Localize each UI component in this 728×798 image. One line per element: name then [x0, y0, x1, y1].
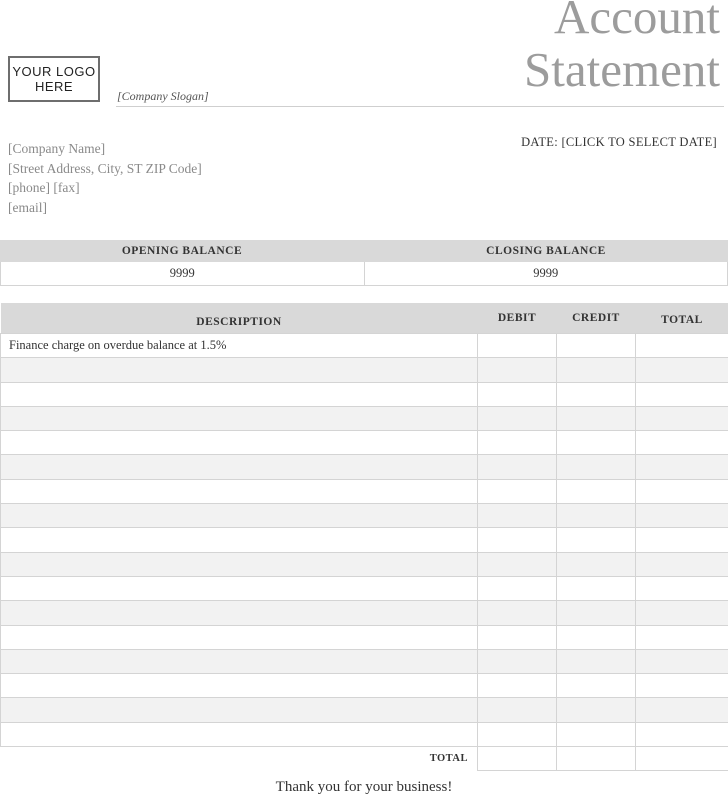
credit-cell[interactable] [557, 504, 636, 528]
credit-cell[interactable] [557, 479, 636, 503]
table-row [1, 358, 728, 382]
table-row [1, 479, 728, 503]
credit-cell[interactable] [557, 431, 636, 455]
total-cell[interactable] [636, 334, 728, 358]
table-row [1, 455, 728, 479]
description-cell[interactable] [1, 722, 478, 746]
credit-cell[interactable] [557, 455, 636, 479]
credit-cell[interactable] [557, 649, 636, 673]
description-cell[interactable] [1, 649, 478, 673]
description-cell[interactable]: Finance charge on overdue balance at 1.5% [1, 334, 478, 358]
opening-balance-label: OPENING BALANCE [121, 245, 243, 257]
credit-cell[interactable] [557, 576, 636, 600]
closing-balance-label: CLOSING BALANCE [486, 245, 606, 257]
total-cell[interactable] [636, 431, 728, 455]
table-row [1, 698, 728, 722]
credit-cell[interactable] [557, 358, 636, 382]
title-line-2: Statement [524, 42, 720, 97]
total-cell[interactable] [636, 722, 728, 746]
closing-balance-value[interactable]: 9999 [365, 262, 728, 285]
date-picker[interactable]: [CLICK TO SELECT DATE] [561, 135, 717, 149]
debit-cell[interactable] [478, 698, 557, 722]
company-name-field[interactable]: [Company Name] [8, 141, 106, 156]
table-row [1, 722, 728, 746]
credit-total-cell[interactable] [557, 747, 636, 771]
table-row [1, 504, 728, 528]
description-cell[interactable] [1, 382, 478, 406]
date-label: DATE: [521, 135, 558, 149]
balance-summary [0, 240, 728, 286]
company-email-field[interactable]: [email] [8, 200, 47, 216]
column-header-description: DESCRIPTION [1, 303, 478, 334]
debit-cell[interactable] [478, 649, 557, 673]
balance-values-row [0, 262, 728, 286]
total-cell[interactable] [636, 552, 728, 576]
credit-cell[interactable] [557, 601, 636, 625]
debit-cell[interactable] [478, 431, 557, 455]
table-row [1, 382, 728, 406]
company-slogan[interactable]: [Company Slogan] [117, 89, 209, 103]
total-cell[interactable] [636, 455, 728, 479]
debit-cell[interactable] [478, 722, 557, 746]
table-row [1, 625, 728, 649]
total-cell[interactable] [636, 698, 728, 722]
document-title [524, 0, 720, 96]
credit-cell[interactable] [557, 722, 636, 746]
debit-cell[interactable] [478, 625, 557, 649]
table-row [1, 431, 728, 455]
description-cell[interactable] [1, 431, 478, 455]
table-row [1, 334, 728, 358]
credit-cell[interactable] [557, 625, 636, 649]
company-address-field[interactable]: [Street Address, City, ST ZIP Code] [8, 160, 202, 176]
total-cell[interactable] [636, 406, 728, 430]
total-cell[interactable] [636, 382, 728, 406]
debit-cell[interactable] [478, 576, 557, 600]
column-header-total: TOTAL [636, 303, 728, 334]
debit-cell[interactable] [478, 601, 557, 625]
description-cell[interactable] [1, 601, 478, 625]
table-row [1, 528, 728, 552]
credit-cell[interactable] [557, 552, 636, 576]
description-cell[interactable] [1, 479, 478, 503]
table-row [1, 552, 728, 576]
table-row [1, 601, 728, 625]
debit-cell[interactable] [478, 674, 557, 698]
title-line-1: Account [554, 0, 720, 44]
company-info-block [8, 139, 202, 218]
debit-cell[interactable] [478, 382, 557, 406]
credit-cell[interactable] [557, 334, 636, 358]
table-total-row [1, 747, 728, 771]
debit-cell[interactable] [478, 528, 557, 552]
total-cell[interactable] [636, 358, 728, 382]
debit-total-cell[interactable] [478, 747, 557, 771]
debit-cell[interactable] [478, 358, 557, 382]
table-header-row [1, 303, 728, 334]
debit-cell[interactable] [478, 334, 557, 358]
debit-cell[interactable] [478, 406, 557, 430]
description-cell[interactable] [1, 698, 478, 722]
description-cell[interactable] [1, 674, 478, 698]
description-cell[interactable] [1, 406, 478, 430]
debit-cell[interactable] [478, 504, 557, 528]
total-cell[interactable] [636, 528, 728, 552]
header-divider [116, 106, 724, 107]
statement-table [0, 303, 728, 771]
total-cell[interactable] [636, 601, 728, 625]
description-cell[interactable] [1, 528, 478, 552]
total-cell[interactable] [636, 625, 728, 649]
thank-you-message: Thank you for your business! [275, 779, 453, 795]
date-field[interactable] [521, 135, 717, 150]
table-row [1, 649, 728, 673]
credit-cell[interactable] [557, 674, 636, 698]
description-cell[interactable] [1, 552, 478, 576]
total-cell[interactable] [636, 479, 728, 503]
credit-cell[interactable] [557, 528, 636, 552]
description-cell[interactable] [1, 504, 478, 528]
grand-total-cell[interactable] [636, 747, 728, 771]
description-cell[interactable] [1, 358, 478, 382]
column-header-credit: CREDIT [557, 303, 636, 334]
credit-cell[interactable] [557, 406, 636, 430]
company-logo-placeholder[interactable]: YOUR LOGO HERE [8, 56, 100, 102]
total-cell[interactable] [636, 649, 728, 673]
opening-balance-value[interactable]: 9999 [1, 262, 365, 285]
table-row [1, 406, 728, 430]
balance-header-row [0, 240, 728, 262]
debit-cell[interactable] [478, 479, 557, 503]
debit-cell[interactable] [478, 552, 557, 576]
description-cell[interactable] [1, 576, 478, 600]
credit-cell[interactable] [557, 698, 636, 722]
company-phone-fax-field[interactable]: [phone] [fax] [8, 180, 80, 196]
debit-cell[interactable] [478, 455, 557, 479]
column-header-debit: DEBIT [478, 303, 557, 334]
table-row [1, 674, 728, 698]
total-cell[interactable] [636, 576, 728, 600]
description-cell[interactable] [1, 455, 478, 479]
total-cell[interactable] [636, 674, 728, 698]
total-label: TOTAL [429, 753, 468, 765]
credit-cell[interactable] [557, 382, 636, 406]
description-cell[interactable] [1, 625, 478, 649]
table-row [1, 576, 728, 600]
total-cell[interactable] [636, 504, 728, 528]
